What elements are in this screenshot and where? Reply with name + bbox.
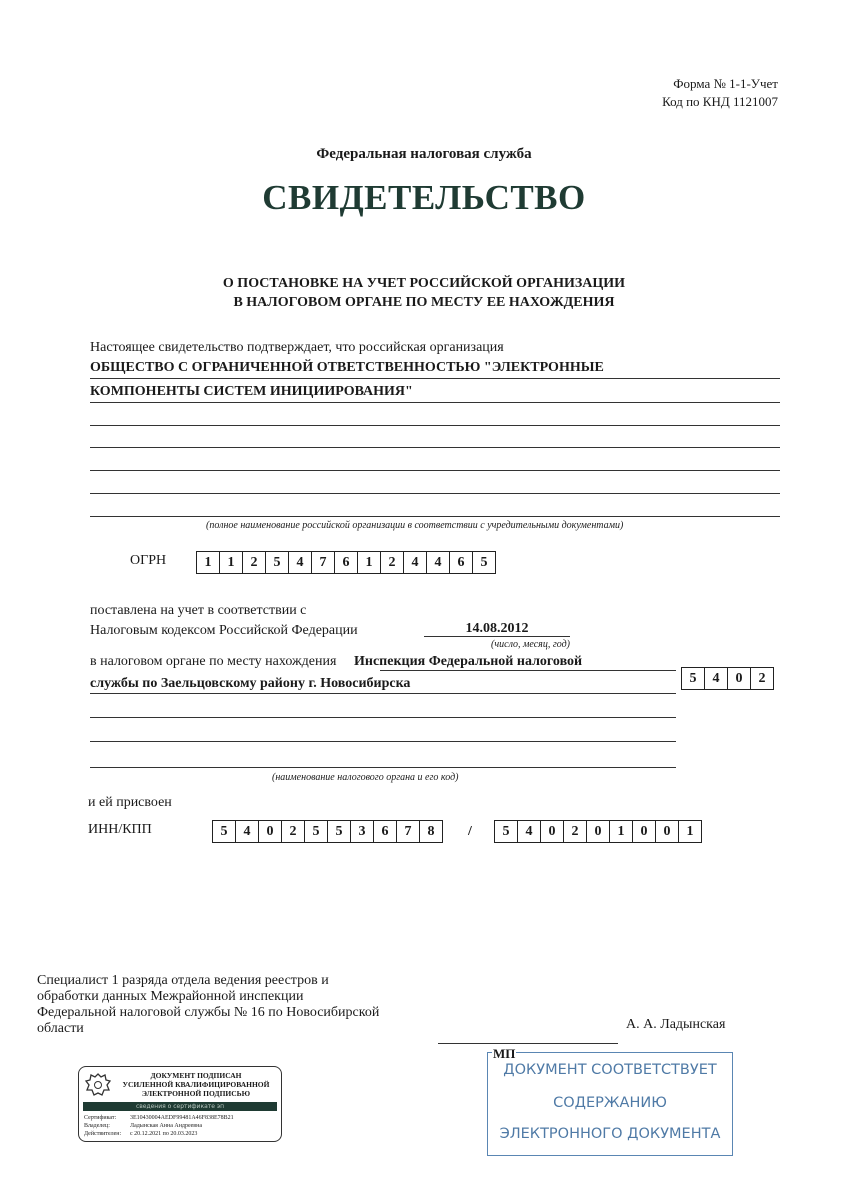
organization-intro: Настоящее свидетельство подтверждает, что российская организация <box>90 340 504 355</box>
position-line-2: обработки данных Межрайонной инспекции <box>37 989 304 1004</box>
divider-line <box>90 425 780 426</box>
organization-name-line-2: КОМПОНЕНТЫ СИСТЕМ ИНИЦИИРОВАНИЯ" <box>90 384 413 399</box>
ogrn-digit: 6 <box>450 552 473 573</box>
inn-digit: 5 <box>328 821 351 842</box>
kpp-digit: 1 <box>686 824 694 839</box>
divider-line <box>90 447 780 448</box>
date-caption: (число, месяц, год) <box>491 639 570 650</box>
inn-boxes <box>212 820 443 843</box>
kpp-digit: 0 <box>541 821 564 842</box>
e-signature-title-line-3: ЭЛЕКТРОННОЙ ПОДПИСЬЮ <box>141 1089 251 1098</box>
stamp-line-2: СОДЕРЖАНИЮ <box>553 1095 667 1111</box>
authority-line-2: службы по Заельцовскому району г. Новосибирска <box>90 676 411 691</box>
organization-name-line-1: ОБЩЕСТВО С ОГРАНИЧЕННОЙ ОТВЕТСТВЕННОСТЬЮ "ЭЛЕКТРОННЫЕ <box>90 360 604 375</box>
divider-line <box>90 402 780 403</box>
form-identifier <box>662 75 778 111</box>
authority-line-1: Инспекция Федеральной налоговой <box>354 654 583 669</box>
stamp-line-1: ДОКУМЕНТ СООТВЕТСТВУЕТ <box>503 1062 717 1078</box>
inn-digit: 8 <box>427 824 435 839</box>
e-signature-title <box>115 1071 277 1098</box>
authority-code-boxes <box>681 667 774 690</box>
inn-digit: 5 <box>213 821 236 842</box>
inn-digit: 0 <box>259 821 282 842</box>
registration-line-1: поставлена на учет в соответствии с <box>90 603 307 618</box>
document-title: СВИДЕТЕЛЬСТВО <box>262 178 586 217</box>
authority-code-digit: 5 <box>682 668 705 689</box>
e-signature-block <box>78 1066 282 1142</box>
certificate-info-bar: сведения о сертификате эп <box>83 1102 277 1111</box>
agency-name: Федеральная налоговая служба <box>316 146 532 162</box>
owner-label: Владелец: <box>84 1123 110 1129</box>
certificate-value: 3E10430004AEDF99481A46F838E78B21 <box>130 1115 234 1121</box>
assigned-label: и ей присвоен <box>88 795 172 810</box>
kpp-digit: 2 <box>564 821 587 842</box>
signature-line <box>438 1043 618 1044</box>
kpp-digit: 4 <box>518 821 541 842</box>
divider-line <box>90 493 780 494</box>
kpp-digit: 5 <box>495 821 518 842</box>
divider-line <box>90 516 780 517</box>
form-number: Форма № 1-1-Учет <box>673 76 778 91</box>
inn-kpp-separator: / <box>468 824 472 839</box>
divider-line <box>380 670 676 671</box>
subtitle-line-1: О ПОСТАНОВКЕ НА УЧЕТ РОССИЙСКОЙ ОРГАНИЗАЦИИ <box>222 276 626 291</box>
stamp-line-3: ЭЛЕКТРОННОГО ДОКУМЕНТА <box>499 1126 721 1142</box>
divider-line <box>90 741 676 742</box>
certificate-label: Сертификат: <box>84 1115 117 1121</box>
ogrn-digit: 1 <box>358 552 381 573</box>
signatory-name: А. А. Ладынская <box>626 1017 726 1032</box>
ogrn-digit: 5 <box>266 552 289 573</box>
registration-line-2: Налоговым кодексом Российской Федерации <box>90 623 358 638</box>
divider-line <box>90 470 780 471</box>
inn-digit: 7 <box>397 821 420 842</box>
valid-label: Действителен: <box>84 1131 122 1137</box>
date-underline <box>424 636 570 637</box>
ogrn-digit: 5 <box>480 555 488 570</box>
e-signature-title-line-1: ДОКУМЕНТ ПОДПИСАН <box>150 1071 242 1080</box>
coat-of-arms-icon <box>84 1071 112 1099</box>
kpp-digit: 0 <box>633 821 656 842</box>
knd-code: Код по КНД 1121007 <box>662 94 778 109</box>
ogrn-digit: 4 <box>427 552 450 573</box>
divider-line <box>90 767 676 768</box>
position-line-3: Федеральной налоговой службы № 16 по Новосибирской <box>37 1005 380 1020</box>
kpp-digit: 0 <box>587 821 610 842</box>
certificate-details <box>84 1114 234 1138</box>
inn-digit: 4 <box>236 821 259 842</box>
seal-place-label: МП <box>493 1046 516 1061</box>
ogrn-digit: 4 <box>404 552 427 573</box>
inn-digit: 5 <box>305 821 328 842</box>
ogrn-digit: 4 <box>289 552 312 573</box>
inn-digit: 6 <box>374 821 397 842</box>
authority-code-digit: 2 <box>758 671 766 686</box>
inn-digit: 3 <box>351 821 374 842</box>
authority-code-digit: 4 <box>705 668 728 689</box>
conformity-stamp <box>487 1052 733 1156</box>
position-line-4: области <box>37 1021 84 1036</box>
divider-line <box>90 717 676 718</box>
inn-digit: 2 <box>282 821 305 842</box>
ogrn-digit: 2 <box>243 552 266 573</box>
authority-prefix: в налоговом органе по месту нахождения <box>90 654 337 669</box>
position-line-1: Специалист 1 разряда отдела ведения реестров и <box>37 973 329 988</box>
subtitle-line-2: В НАЛОГОВОМ ОРГАНЕ ПО МЕСТУ ЕЕ НАХОЖДЕНИЯ <box>233 295 615 310</box>
authority-caption: (наименование налогового органа и его код) <box>272 772 459 783</box>
authority-code-digit: 0 <box>728 668 751 689</box>
owner-value: Ладынская Анна Андреевна <box>130 1123 202 1129</box>
document-subtitle <box>0 274 848 312</box>
ogrn-boxes <box>196 551 496 574</box>
inn-kpp-label: ИНН/КПП <box>88 822 152 837</box>
ogrn-digit: 2 <box>381 552 404 573</box>
ogrn-label: ОГРН <box>130 553 167 568</box>
ogrn-digit: 1 <box>197 552 220 573</box>
kpp-digit: 0 <box>656 821 679 842</box>
e-signature-title-line-2: УСИЛЕННОЙ КВАЛИФИЦИРОВАННОЙ <box>122 1080 270 1089</box>
kpp-boxes <box>494 820 702 843</box>
valid-value: с 20.12.2021 по 20.03.2023 <box>130 1131 198 1137</box>
ogrn-digit: 7 <box>312 552 335 573</box>
divider-line <box>90 693 676 694</box>
signatory-position <box>37 973 379 1037</box>
registration-date: 14.08.2012 <box>465 621 529 636</box>
divider-line <box>90 378 780 379</box>
ogrn-digit: 1 <box>220 552 243 573</box>
organization-caption: (полное наименование российской организации в соответствии с учредительными документами) <box>206 520 624 531</box>
kpp-digit: 1 <box>610 821 633 842</box>
ogrn-digit: 6 <box>335 552 358 573</box>
